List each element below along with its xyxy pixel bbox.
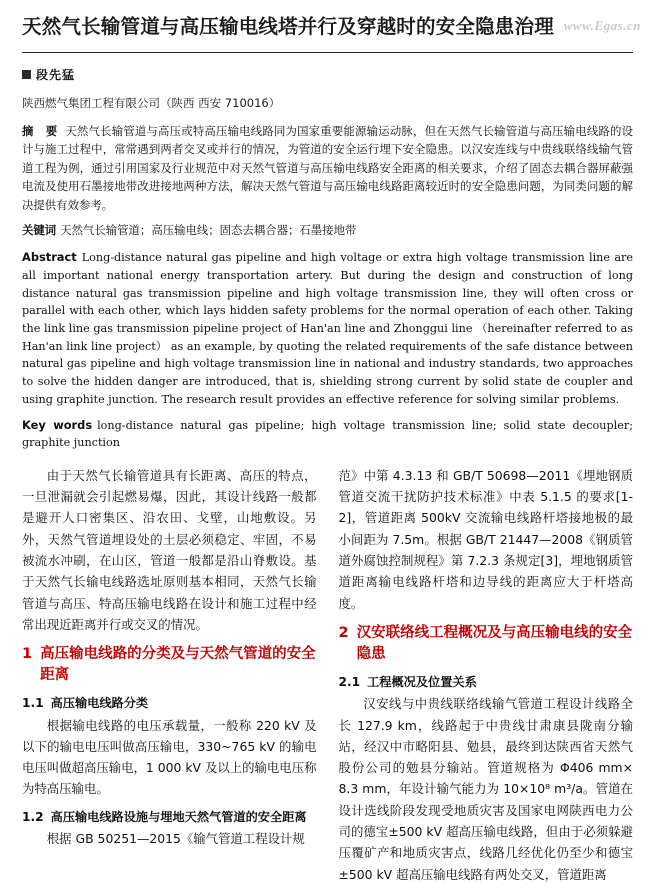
abstract-cn-text: 天然气长输管道与高压或特高压输电线路同为国家重要能源输运动脉，但在天然气长输管道与高压输电线路的设计与施工过程中，常常遇到两者交叉或并行的情况，为管道的安全运行埋下安全隐患。以汉安连线与中贵线联络线输气管道工程为例，通过引用国家及行业规范中对天然气管道与高压输电线路安全距离的相关要求，介绍了固态去耦合器屏蔽强电流及使用石墨接地带改进接地两种方法，解决天然气管道与高压输电线路距离较近时的安全隐患问题，为同类问题的解决提供有效参考。 [22, 123, 633, 212]
author-affiliation: 陕西燃气集团工程有限公司（陕西 西安 710016） [22, 95, 281, 110]
keywords-en [22, 417, 633, 452]
right-continued-paragraph: 范》中第 4.3.13 和 GB/T 50698—2011《埋地钢质管道交流干扰防护技术标准》中表 5.1.5 的要求[1-2]，管道距离 500kV 交流输电线路杆塔接地极的最小间距为 7.5m。根据 GB/T 21447—2008《钢质管道外腐蚀控制规程》第 7.2.3 条规定[3]，埋地钢质管道距离输电线路杆塔和边导线的距离应大于杆塔高度。 [338, 467, 633, 611]
intro-paragraph-1: 由于天然气长输管道具有长距离、高压的特点，一旦泄漏就会引起燃易爆，因此，其设计线路一般都是避开人口密集区、沿农田、戈壁，山地敷设。另外，天然气管道埋设处的土层必须稳定、牢固，不易被流水冲刷，在山区，管道一般都是沿山脊敷设。基于天然气长输电线路选址原则基本相同，天然气长输管道与高压、特高压输电线路在设计和施工过程中经常出现近距离并行或交叉的情况。 [22, 467, 317, 632]
section-2-heading [339, 623, 634, 665]
section-1-2-paragraph: 根据 GB 50251—2015《输气管道工程设计规 [46, 831, 305, 847]
section-2-1-paragraph: 汉安线与中贵线联络线输气管道工程设计线路全长 127.9 km，线路起于中贵线甘肃康县陇南分输站，经汉中市略阳县、勉县，最终到达陕西省天然气股份公司的勉县分输站。管道规格为 Φ406 mm× 8.3 mm，年设计输气能力为 10×10⁸ m³/a。管道在设计选线阶段发现受地质灾害及国家电网陕西电力公司的德宝±500 kV 超高压输电线路，但由于必须躲避压覆矿产和地质灾害点，线路几经优化仍至少和德宝±500 kV 超高压输电线路有两处交叉，管道距离 [338, 696, 633, 882]
section-2-title: 汉安联络线工程概况及与高压输电线的安全隐患 [356, 624, 633, 662]
section-1-1-heading [22, 694, 317, 712]
keywords-cn-text: 天然气长输管道；高压输电线；固态去耦合器；石墨接地带 [60, 223, 357, 238]
abstract-en-text: Long-distance natural gas pipeline and high voltage or extra high voltage transmission line are all important national energy transportation artery. But during the design and construction of long distance natural gas transmission pipeline and high voltage transmission line, they will often cross or parallel with each other, which lays hidden safety problems for the normal operation of each other. Taking the link line gas transmission pipeline project of Han'an line and Zhonggui line （hereinafter referred to as Han'an link line project） as an example, by quoting the related requirements of the safe distance between natural gas pipeline and high voltage transmission line in national and industry standards, two approaches to solve the hidden danger are introduced, that is, shielding strong current by solid state de coupler and using graphite junction. The research result provides an effective reference for solving similar problems. [22, 251, 633, 406]
abstract-cn-label: 摘 要 [22, 123, 62, 138]
section-1-2-title: 高压输电线路设施与埋地天然气管道的安全距离 [50, 809, 307, 824]
section-1-heading [22, 644, 317, 686]
left-column [22, 465, 317, 886]
section-1-2-number: 1.2 [22, 809, 44, 824]
section-1-title: 高压输电线路的分类及与天然气管道的安全距离 [40, 646, 316, 684]
section-1-2-heading [22, 808, 317, 826]
keywords-cn [22, 221, 633, 239]
article-page [0, 14, 655, 882]
section-1-1-number: 1.1 [22, 696, 44, 711]
author-names: 段先猛 [36, 67, 76, 82]
keywords-en-label: Key words [22, 417, 93, 432]
abstract-en-label: Abstract [22, 250, 77, 265]
page-title: 天然气长输管道与高压输电线塔并行及穿越时的安全隐患治理 [22, 15, 554, 38]
keywords-cn-label: 关键词 [22, 223, 57, 238]
abstract-cn [22, 122, 633, 214]
section-2-1-number: 2.1 [338, 674, 361, 689]
section-1-1-title: 高压输电线路分类 [50, 696, 149, 711]
author-line [22, 66, 633, 83]
keywords-en-text: long-distance natural gas pipeline; high voltage transmission line; solid state decoupler; graphite junction [22, 418, 633, 450]
section-1-number: 1 [22, 646, 33, 663]
right-column [339, 465, 634, 886]
section-2-1-title: 工程概况及位置关系 [367, 674, 477, 689]
abstract-en [22, 248, 633, 408]
author-marker-icon [22, 70, 31, 79]
section-2-number: 2 [338, 624, 349, 641]
title-divider [22, 52, 633, 53]
section-2-1-heading [339, 673, 634, 691]
section-1-1-paragraph: 根据输电线路的电压承载量，一般称 220 kV 及以下的输电电压叫做高压输电，330~765 kV 的输电电压叫做超高压输电，1 000 kV 及以上的输电电压称为特高压输电。 [22, 717, 317, 797]
site-watermark: www.Egas.cn [563, 18, 641, 33]
two-column-body [22, 465, 633, 886]
